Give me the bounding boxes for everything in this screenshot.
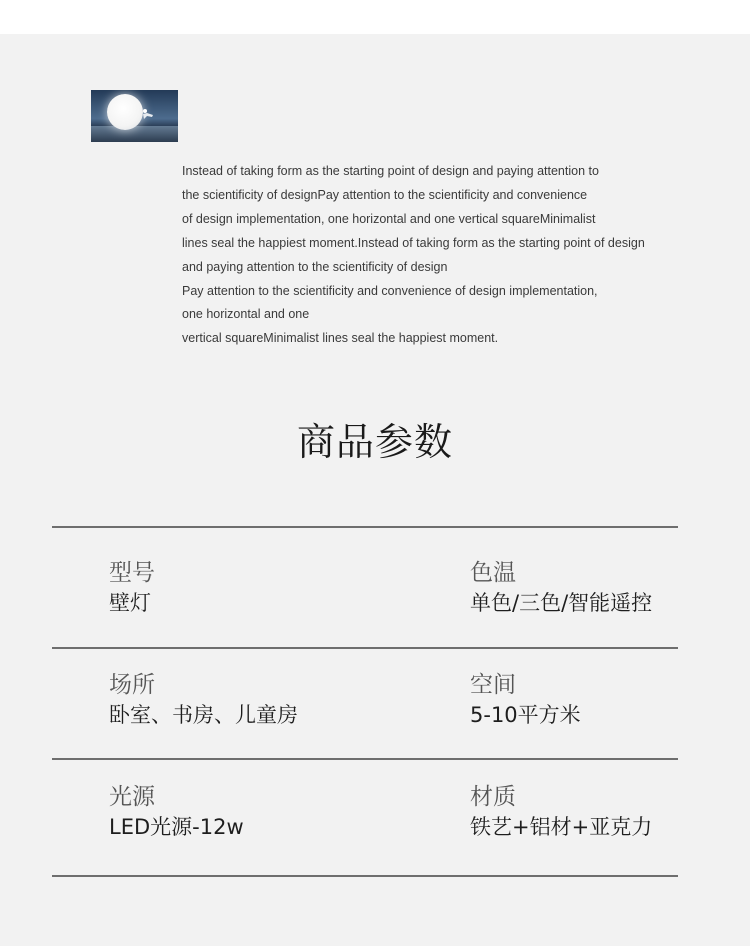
param-value: 壁灯 — [109, 591, 151, 615]
param-color-temperature — [470, 558, 652, 618]
section-title: 商品参数 — [296, 420, 453, 464]
param-value: 铁艺+铝材+亚克力 — [470, 815, 653, 839]
param-light-source — [109, 782, 244, 842]
photo-horizon — [91, 126, 178, 142]
intro-line: vertical squareMinimalist lines seal the happiest moment. — [182, 331, 499, 346]
intro-line: Instead of taking form as the starting point of design and paying attention to — [182, 164, 599, 178]
param-label: 光源 — [109, 784, 155, 810]
figure-silhouette-icon — [141, 108, 155, 120]
param-value: 5-10平方米 — [470, 703, 581, 727]
top-white-band — [0, 0, 750, 34]
intro-line: Pay attention to the scientificity and convenience of design implementation, — [182, 283, 598, 298]
param-value: 卧室、书房、儿童房 — [109, 703, 298, 727]
moon-lamp-glow — [107, 94, 143, 130]
intro-line: and paying attention to the scientificity of design — [182, 259, 448, 274]
param-label: 空间 — [470, 672, 516, 698]
param-value: 单色/三色/智能遥控 — [470, 591, 653, 615]
param-material — [470, 782, 652, 842]
param-label: 场所 — [109, 672, 155, 698]
param-divider — [52, 758, 678, 760]
param-divider-bottom — [52, 875, 678, 877]
param-divider — [52, 647, 678, 649]
param-model — [109, 558, 155, 618]
intro-line: one horizontal and one — [182, 307, 310, 322]
param-label: 材质 — [470, 784, 516, 810]
intro-line: the scientificity of designPay attention to the scientificity and convenience — [182, 187, 588, 202]
intro-line: of design implementation, one horizontal and one vertical squareMinimalist — [182, 211, 596, 226]
param-space — [470, 670, 581, 730]
intro-line: lines seal the happiest moment.Instead of taking form as the starting point of design — [182, 235, 645, 250]
product-photo-thumbnail — [91, 90, 178, 142]
param-label: 型号 — [109, 560, 155, 586]
param-divider-top — [52, 526, 678, 528]
intro-paragraph — [182, 160, 722, 351]
param-location — [109, 670, 298, 730]
param-value: LED光源-12w — [109, 815, 244, 839]
param-label: 色温 — [470, 560, 516, 586]
